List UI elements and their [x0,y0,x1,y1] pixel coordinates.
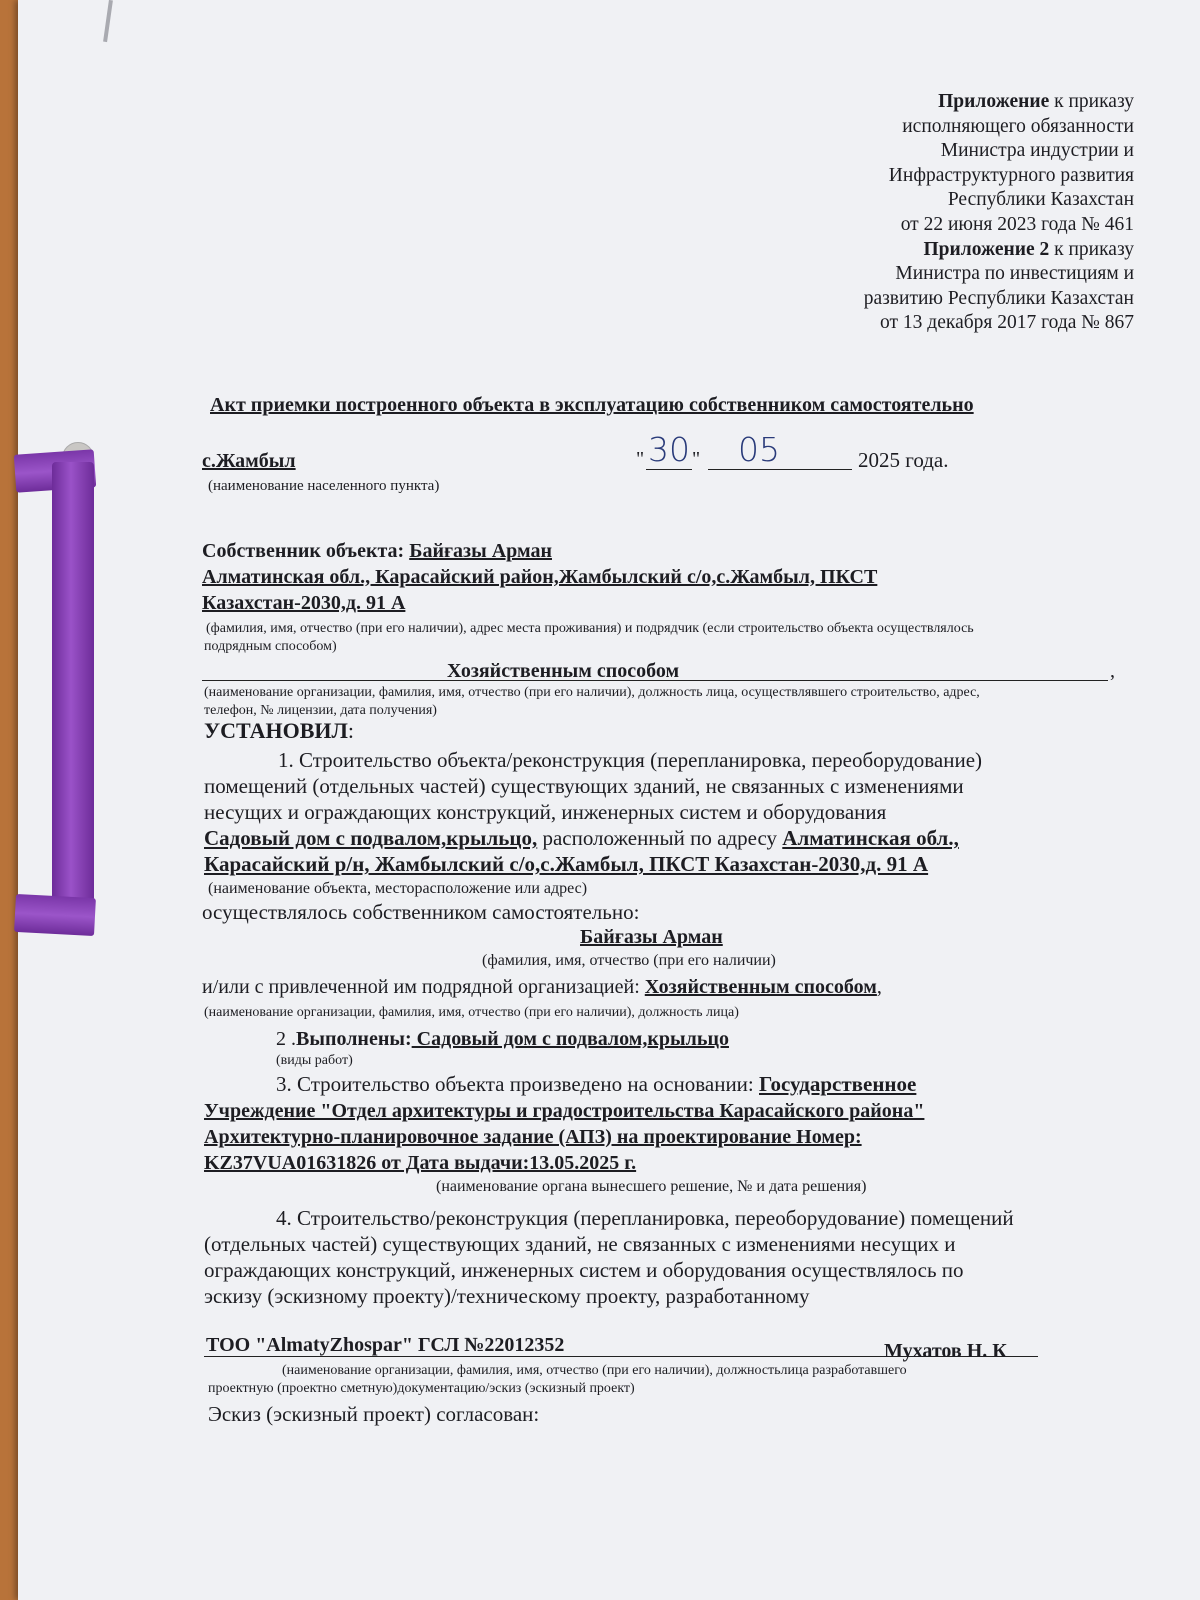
header-line-10: от 13 декабря 2017 года № 867 [880,312,1134,334]
date-month: 05 [708,430,852,470]
header-line-4: Инфраструктурного развития [888,164,1134,186]
p1-address-1: Алматинская обл., [782,826,959,850]
p2-line [276,1028,729,1051]
ribbon-binding [52,462,94,914]
header-line-3: Министра индустрии и [940,140,1134,162]
p2-label: Выполнены: [296,1028,412,1050]
p1-contractor-text: и/или с привлеченной им подрядной организацией: [202,976,645,998]
designer-person: Мухатов Н. К [884,1340,1007,1362]
p2-value: Садовый дом с подвалом,крыльцо [411,1028,729,1050]
p1-object: Садовый дом с подвалом,крыльцо, [204,826,538,850]
established-colon: : [347,718,355,743]
p1-self-line: осуществлялось собственником самостоятельно: [202,900,640,924]
header-line-9: развитию Республики Казахстан [863,287,1134,309]
p1-owner-caption: (фамилия, имя, отчество (при его наличии) [482,952,776,969]
p1-object-line [204,826,959,851]
p1-contractor-comma: , [876,976,882,998]
p1-address-2: Карасайский р/н, Жамбылский с/о,с.Жамбыл, ПКСТ Казахстан-2030,д. 91 А [204,852,929,876]
header-line-8: Министра по инвестициям и [895,263,1134,285]
owner-line [202,540,552,563]
header-line-7: к приказу [1049,238,1134,260]
document-title: Акт приемки построенного объекта в эксплуатацию собственником самостоятельно [210,394,974,416]
paper-fold [103,0,113,42]
p4-line-2: (отдельных частей) существующих зданий, не связанных с изменениями несущих и [204,1232,956,1256]
p1-caption: (наименование объекта, месторасположение или адрес) [208,880,588,897]
p2-caption: (виды работ) [276,1053,353,1068]
owner-caption-2: подрядным способом) [204,639,337,654]
p3-text: 3. Строительство объекта произведено на основании: [276,1072,759,1096]
owner-address-1: Алматинская обл., Карасайский район,Жамбылский с/о,с.Жамбыл, ПКСТ [202,566,878,588]
sketch-line: Эскиз (эскизный проект) согласован: [208,1402,540,1426]
p1-contractor-value: Хозяйственным способом [644,976,877,998]
designer-org: ТОО "AlmatyZhospar" ГСЛ №22012352 [206,1334,565,1356]
p3-value-2: Учреждение "Отдел архитектуры и градостроительства Карасайского района" [204,1100,925,1122]
owner-address-2: Казахстан-2030,д. 91 А [202,592,406,614]
contractor-caption-1: (наименование организации, фамилия, имя, отчество (при его наличии), должность лица, осуществлявшего строительство, адрес, [204,685,980,700]
p1-line-3: несущих и ограждающих конструкций, инженерных систем и оборудования [204,800,887,824]
header-line-6: от 22 июня 2023 года № 461 [900,213,1134,235]
p3-line-1 [276,1072,916,1097]
date-day: 30 [648,430,690,469]
designer-caption-1: (наименование организации, фамилия, имя, отчество (при его наличии), должностьлица разработавшего [282,1363,907,1378]
owner-name: Байғазы Арман [409,540,552,562]
place-name: с.Жамбыл [202,450,296,472]
p2-number: 2 . [276,1028,296,1050]
p1-owner-name: Байғазы Арман [580,926,723,948]
place-caption: (наименование населенного пункта) [208,478,440,494]
owner-label: Собственник объекта: [202,540,405,562]
contractor-value: Хозяйственным способом [447,660,680,682]
header-annex2-bold: Приложение 2 [923,238,1050,260]
date-year: 2025 года. [858,448,949,472]
header-line-2: исполняющего обязанности [902,115,1134,137]
established-word: УСТАНОВИЛ [204,718,348,743]
established-line [204,718,354,744]
header-line-5: Республики Казахстан [947,189,1134,211]
header-line-1: к приказу [1049,91,1134,112]
contractor-caption-2: телефон, № лицензии, дата получения) [204,703,437,718]
owner-caption-1: (фамилия, имя, отчество (при его наличии), адрес места проживания) и подрядчик (если строительство объекта осуществлялось [206,621,974,636]
p1-line-1: 1. Строительство объекта/реконструкция (перепланировка, переоборудование) [278,748,983,772]
designer-caption-2: проектную (проектно сметную)документацию/эскиз (эскизный проект) [208,1381,635,1396]
header-annex-bold: Приложение [938,91,1050,112]
p4-line-3: ограждающих конструкций, инженерных систем и оборудования осуществлялось по [204,1258,964,1282]
p1-contractor-caption: (наименование организации, фамилия, имя, отчество (при его наличии), должность лица) [204,1005,739,1020]
p3-value-3: Архитектурно-планировочное задание (АПЗ) на проектирование Номер: [204,1126,862,1148]
p4-line-1: 4. Строительство/реконструкция (перепланировка, переоборудование) помещений [276,1206,1014,1230]
p3-caption: (наименование органа вынесшего решение, № и дата решения) [436,1178,867,1195]
p3-value-4: KZ37VUA01631826 от Дата выдачи:13.05.2025 г. [204,1152,637,1174]
date-quote-close: " [692,448,701,470]
contractor-comma: , [1110,660,1115,682]
p1-line-2: помещений (отдельных частей) существующих зданий, не связанных с изменениями [204,774,964,798]
header-block [864,90,1134,336]
p1-located: расположенный по адресу [537,826,783,850]
date-quote-open: " [636,448,645,470]
ribbon-bottom [14,894,96,936]
p4-line-4: эскизу (эскизному проекту)/техническому проекту, разработанному [204,1284,810,1308]
p1-contractor-line [202,976,882,999]
p3-value-1: Государственное [759,1072,917,1096]
